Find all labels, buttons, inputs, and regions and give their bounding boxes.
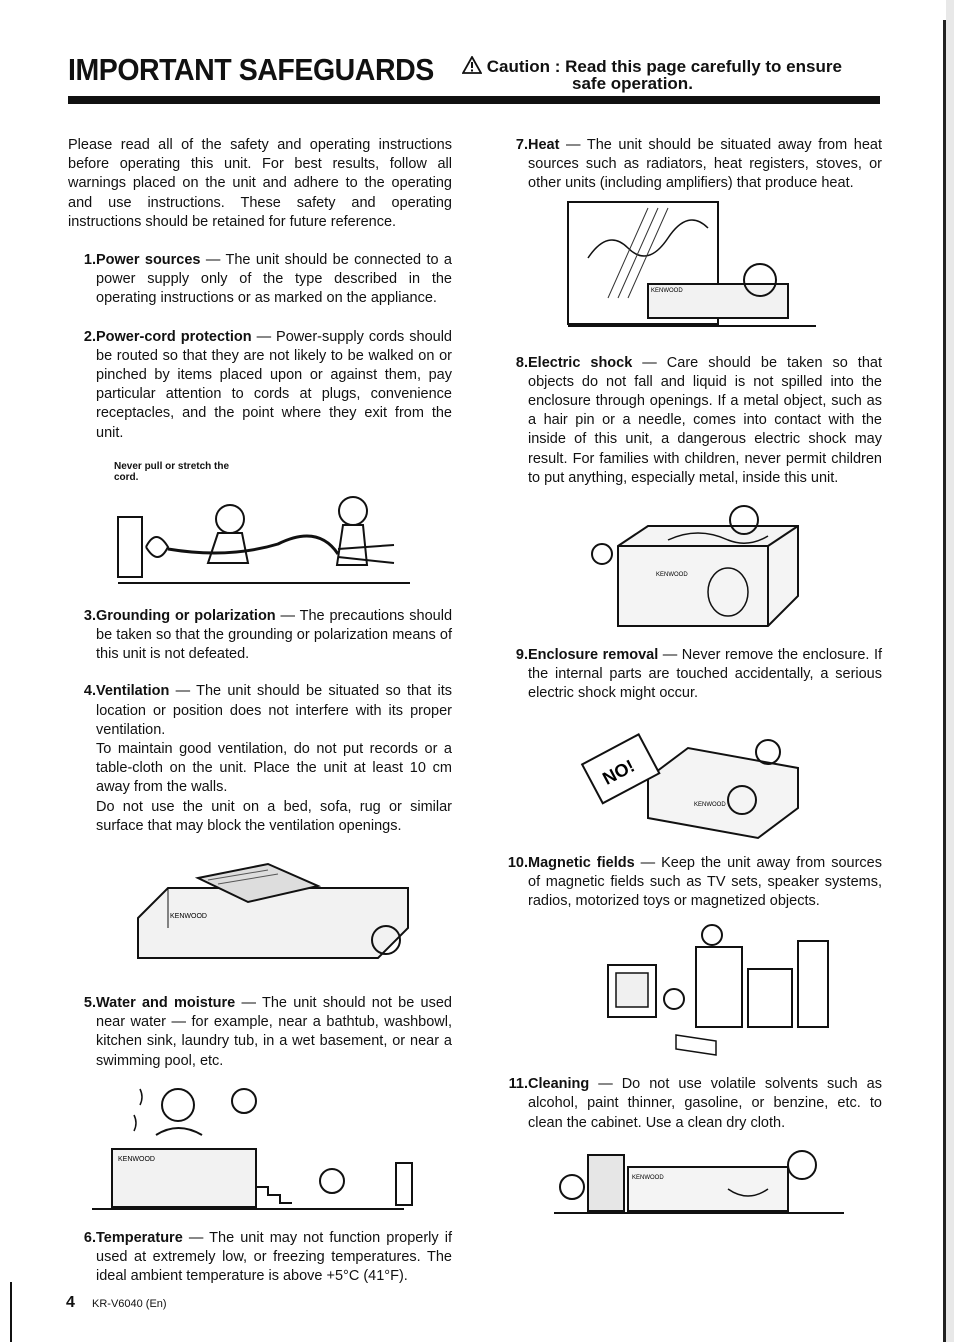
item-text: — Power-supply cords should be routed so that they are not likely to be walked on or pinched by items placed upon or against them, pay particular attention to cords at plugs, convenience receptacles, and the point where they exit from the unit. bbox=[96, 328, 452, 441]
cord-illustration bbox=[68, 489, 452, 585]
brand-mark: KENWOOD bbox=[694, 801, 726, 808]
item-text: — The unit should be situated so that its location or position does not interfere with its proper ventilation. bbox=[96, 683, 452, 738]
safeguard-item-grounding bbox=[68, 607, 452, 665]
item-title: Grounding or polarization bbox=[96, 607, 276, 624]
item-number: 11. bbox=[508, 1076, 528, 1093]
item-title: Power-cord protection bbox=[96, 328, 252, 345]
item-text: — The unit should be situated away from heat sources such as radiators, heat registers, stoves, or other units (including amplifiers) that produce heat. bbox=[528, 137, 882, 192]
right-column bbox=[498, 136, 882, 1219]
caution-text: Caution : Read this page carefully to ensure bbox=[486, 57, 842, 76]
item-text-extra: Do not use the unit on a bed, sofa, rug or similar surface that may block the ventilation openings. bbox=[96, 798, 452, 834]
brand-mark: KENWOOD bbox=[656, 572, 688, 579]
item-title: Heat bbox=[528, 137, 560, 153]
item-title: Cleaning bbox=[528, 1076, 590, 1093]
binding-mark bbox=[10, 1282, 12, 1342]
brand-mark: KENWOOD bbox=[632, 1174, 664, 1181]
item-text: — The precautions should be taken so that the grounding or polarization means of this unit is not defeated. bbox=[96, 607, 453, 663]
item-text: — The unit may not function properly if used at extremely low, or freezing temperatures. The ideal ambient temperature is above +5°C (41°F). bbox=[96, 1229, 452, 1285]
item-text: — Never remove the enclosure. If the internal parts are touched accidentally, a serious electric shock might occur. bbox=[528, 647, 882, 702]
item-text: — The unit should not be used near water — for example, near a bathtub, washbowl, kitchen sink, laundry tub, in a wet basement, or near a swimming pool, etc. bbox=[96, 995, 452, 1069]
item-number: 5. bbox=[83, 995, 96, 1012]
item-text: — Care should be taken so that objects do not fall and liquid is not spilled into the enclosure through openings. If a metal object, such as a hair pin or a needle, comes into contact with the inside of this unit, a dangerous electric shock may result. For families with children, never permit children to put anything, especially metal, inside this unit. bbox=[528, 354, 882, 486]
safeguard-item-temperature bbox=[68, 1229, 452, 1287]
item-number: 7. bbox=[515, 137, 528, 153]
left-column bbox=[68, 136, 452, 1287]
ventilation-illustration bbox=[68, 848, 452, 966]
item-number: 4. bbox=[83, 683, 96, 700]
safeguard-item-power-sources bbox=[68, 251, 452, 309]
page-title: IMPORTANT SAFEGUARDS bbox=[68, 52, 434, 87]
page-edge-rule bbox=[943, 20, 946, 1342]
brand-mark: KENWOOD bbox=[170, 913, 207, 921]
item-title: Power sources bbox=[96, 252, 201, 269]
item-text: — Keep the unit away from sources of magnetic fields such as TV sets, speaker systems, radios, motorized toys or magnetized objects. bbox=[528, 854, 882, 910]
electric-shock-illustration bbox=[498, 492, 882, 628]
intro-paragraph: Please read all of the safety and operating instructions before operating this unit. For best results, follow all warnings placed on the unit and adhere to the operating and use instructions. These safety and operating instructions should be retained for future reference. bbox=[68, 137, 452, 230]
item-title: Magnetic fields bbox=[528, 854, 635, 871]
safeguard-item-heat bbox=[498, 136, 882, 194]
item-number: 2. bbox=[83, 328, 96, 345]
model-code: KR-V6040 (En) bbox=[92, 1298, 167, 1310]
item-text-extra: To maintain good ventilation, do not put records or a table-cloth on the unit. Place the unit at least 10 cm away from the walls. bbox=[96, 741, 452, 796]
no-sign-text: NO! bbox=[599, 755, 638, 789]
item-text: — The unit should be connected to a power supply only of the type described in the operating instructions or as marked on the appliance. bbox=[96, 252, 452, 307]
brand-mark: KENWOOD bbox=[651, 287, 683, 294]
caution-text-line2: safe operation. bbox=[572, 74, 693, 93]
safeguard-item-electric-shock bbox=[498, 354, 882, 488]
safeguard-item-enclosure-removal bbox=[498, 646, 882, 704]
figure-caption-cord: Never pull or stretch the cord. bbox=[114, 460, 230, 483]
item-number: 3. bbox=[83, 607, 96, 624]
item-number: 10. bbox=[507, 854, 528, 871]
heat-illustration bbox=[498, 198, 882, 332]
safeguard-item-water bbox=[68, 994, 452, 1071]
scan-edge-shade bbox=[946, 0, 954, 1342]
water-illustration bbox=[68, 1075, 452, 1215]
item-title: Ventilation bbox=[96, 683, 170, 700]
magnetic-fields-illustration bbox=[498, 917, 882, 1057]
item-title: Water and moisture bbox=[96, 995, 236, 1012]
item-number: 8. bbox=[515, 354, 528, 371]
safeguard-item-cleaning bbox=[498, 1075, 882, 1133]
warning-triangle-icon bbox=[462, 56, 482, 74]
item-number: 6. bbox=[83, 1229, 96, 1246]
page-number: 4 bbox=[66, 1294, 75, 1311]
safeguard-item-ventilation bbox=[68, 682, 452, 836]
cleaning-illustration bbox=[498, 1139, 882, 1219]
item-number: 1. bbox=[83, 252, 96, 269]
item-title: Temperature bbox=[96, 1229, 183, 1246]
item-text: — Do not use volatile solvents such as alcohol, paint thinner, gasoline, or benzine, etc. to clean the cabinet. Use a clean dry cloth. bbox=[528, 1076, 882, 1131]
brand-mark: KENWOOD bbox=[118, 1155, 155, 1163]
safeguard-item-power-cord bbox=[68, 328, 452, 443]
item-title: Enclosure removal bbox=[528, 647, 659, 664]
header-rule bbox=[68, 96, 880, 104]
enclosure-illustration bbox=[498, 708, 882, 842]
item-title: Electric shock bbox=[528, 354, 633, 371]
item-number: 9. bbox=[515, 647, 528, 664]
caution-notice bbox=[462, 56, 892, 92]
safeguard-item-magnetic-fields bbox=[498, 854, 882, 912]
